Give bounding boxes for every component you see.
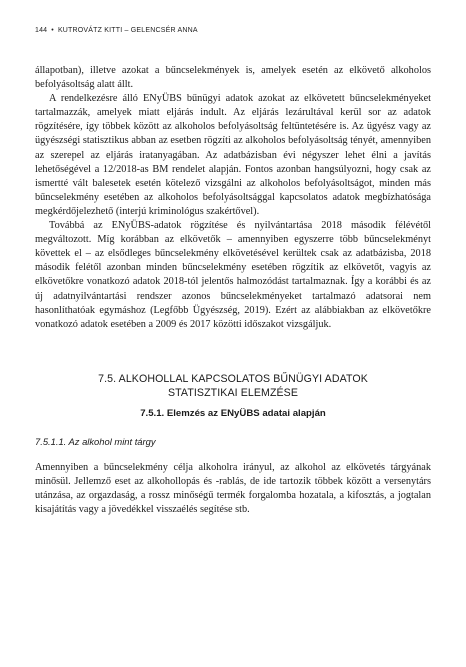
section-heading	[35, 372, 431, 400]
paragraph-data-recording: Továbbá az ENyÜBS-adatok rögzítése és nyilvántartása 2018 második félévétől megváltozott. Míg korábban az elkövetők – amennyiben egyszerre több bűncselekményt követtek el – az elsődleges bűncselekmény elkövetésével kerültek csak az adatbázisba, 2018 második felétől azonban minden bűncselekmény esetében rögzítik az elkövetőt, vagyis az elkövetőkre vonatkozó adatok 2018-tól jelentős halmozódást tartalmaznak. Így a korábbi és az új adatnyilvántartási rendszer azonos bűncselekményeket tartalmazó adatsorai nem hasonlíthatóak egymáshoz (Legfőbb Ügyészség, 2019). Ezért az alábbiakban az elkövetőkre vonatkozó adatok esetében a 2009 és 2017 közötti időszakot vizsgáljuk.	[35, 220, 431, 330]
body-text	[35, 64, 431, 332]
section-heading-line1: 7.5. ALKOHOLLAL KAPCSOLATOS BŰNÜGYI ADATOK	[98, 373, 368, 385]
paragraph-alcohol-as-object: Amennyiben a bűncselekmény célja alkoholra irányul, az alkohol az elkövetés tárgyának minősül. Jellemző eset az alkohollopás és -rablás, de ide tartozik többek között a versenytárs utánzása, az orgazdaság, a rossz minőségű termék forgalomba hozatala, a kifosztás, a jogtalan kisajátítás vagy a jövedékkel visszaélés segítése stb.	[35, 462, 431, 516]
subsubsection-heading: 7.5.1.1. Az alkohol mint tárgy	[35, 436, 156, 447]
header-authors: KUTROVÁTZ KITTI – GELENCSÉR ANNA	[57, 27, 198, 34]
subsection-heading: 7.5.1. Elemzés az ENyÜBS adatai alapján	[140, 408, 326, 419]
body-text-final	[35, 461, 431, 517]
page-number: 144	[35, 27, 48, 34]
paragraph-continued: állapotban), illetve azokat a bűncselekmények is, amelyek esetén az elkövető alkoholos befolyásoltság alatt állt.	[35, 65, 431, 91]
section-heading-line2: STATISZTIKAI ELEMZÉSE	[167, 387, 299, 399]
header-separator: •	[51, 27, 54, 34]
paragraph-enyubs-data: A rendelkezésre álló ENyÜBS bűnügyi adatok azokat az elkövetett bűncselekményeket tartalmazzák, amelyek miatt eljárás indult. Az eljárás lezárultával kerül sor az adatok rögzítésére, így többek között az alkoholos befolyásoltság feltüntetésére is. Az ügyész vagy az ügyészségi statisztikus abban az esetben rögzíti az alkoholos befolyásoltság tényét, amennyiben az szerepel az eljárás iratanyagában. Az adatbázisban évi négyszer lehet élni a javítás lehetőségével a 12/2018-as BM rendelet alapján. Fontos azonban hangsúlyozni, hogy csak az ismertté vált balesetek esetén kötelező vizsgálni az alkoholos befolyásoltságot, minden más bűncselekmény esetében az alkoholos befolyásoltsággal kapcsolatos adatok megbízhatósága megkérdőjelezhető (interjú kriminológus szakértővel).	[35, 93, 431, 217]
running-header	[35, 27, 198, 34]
